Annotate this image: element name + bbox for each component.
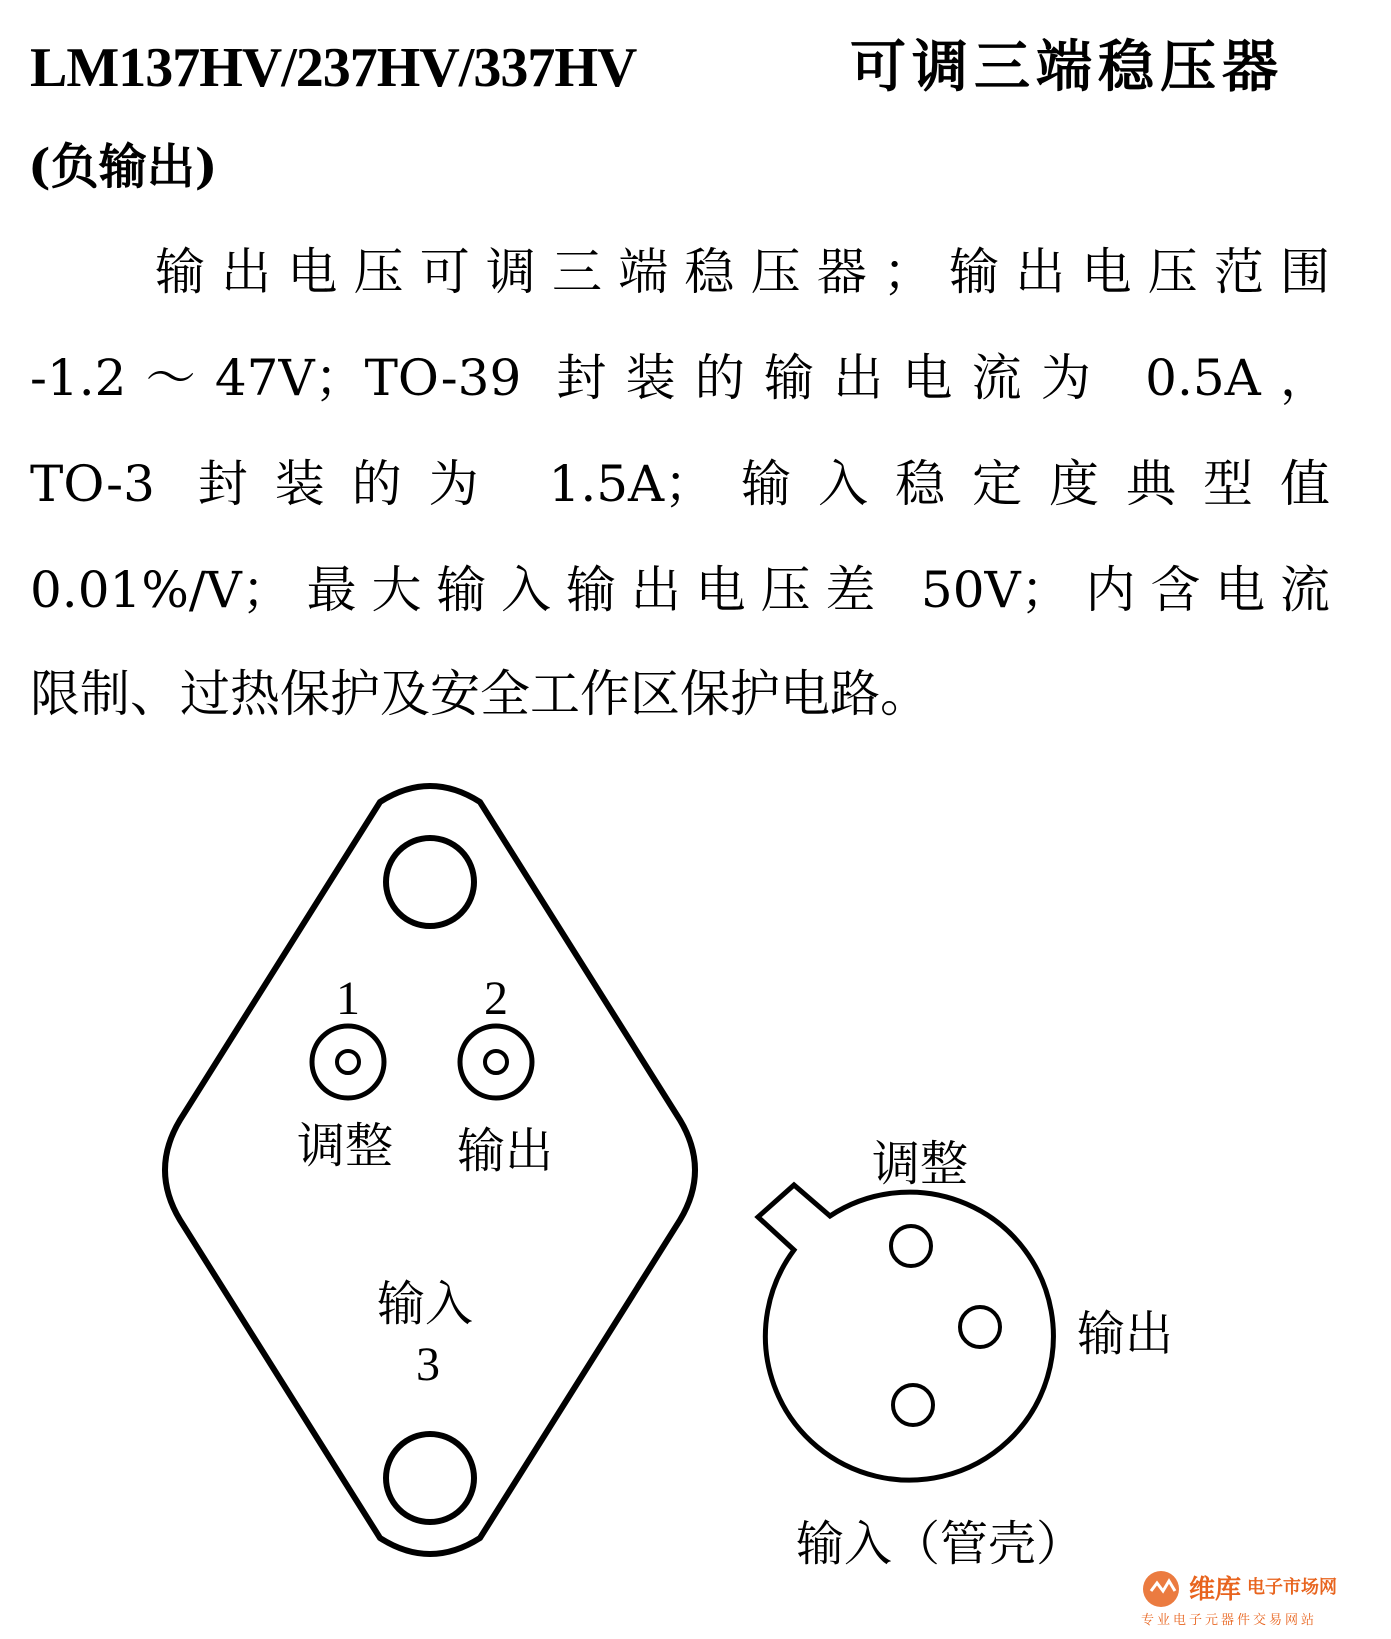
to3-package — [165, 786, 695, 1554]
to3-mount-hole-top — [386, 838, 474, 926]
watermark-sub: 电子市场网 — [1247, 1577, 1337, 1598]
to3-pin1-inner — [337, 1051, 359, 1073]
to39-input-label: 输入（管壳） — [795, 1516, 1085, 1572]
watermark-brand: 维库 — [1189, 1575, 1242, 1605]
description-line-2: -1.2～47V；TO-39 封装的输出电流为 0.5A， — [30, 349, 1330, 407]
description-line-5: 限制、过热保护及安全工作区保护电路。 — [30, 665, 930, 723]
to39-input-pin — [893, 1385, 933, 1425]
to3-outline — [165, 786, 695, 1554]
to3-mount-hole-bottom — [386, 1434, 474, 1522]
to3-pin1-label: 调整 — [296, 1118, 394, 1174]
title-row — [30, 28, 1360, 108]
description-line-4: 0.01%/V；最大输入输出电压差 50V；内含电流 — [30, 561, 1330, 619]
to3-pin1-number: 1 — [336, 972, 360, 1025]
package-diagrams — [0, 760, 1391, 1639]
to3-pin2-number: 2 — [484, 972, 508, 1025]
site-watermark — [1137, 1569, 1377, 1633]
to39-adjust-label: 调整 — [871, 1136, 969, 1192]
to39-output-pin — [960, 1307, 1000, 1347]
subtitle: (负输出) — [28, 139, 218, 195]
to3-pin2-inner — [485, 1051, 507, 1073]
to3-pin2-label: 输出 — [456, 1123, 554, 1179]
watermark-logo-icon — [1141, 1569, 1185, 1609]
to39-outline — [758, 1185, 1053, 1480]
to3-pin1-outer — [312, 1026, 384, 1098]
to3-pin3-label: 输入 — [376, 1276, 474, 1332]
to3-pin3-number: 3 — [416, 1338, 440, 1391]
description-line-1: 输出电压可调三端稳压器；输出电压范围 — [155, 243, 1330, 301]
device-name: 可调三端稳压器 — [850, 37, 1284, 99]
to39-adjust-pin — [891, 1226, 931, 1266]
to39-output-label: 输出 — [1076, 1306, 1174, 1362]
description-line-3: TO-3 封装的为 1.5A；输入稳定度典型值 — [30, 455, 1330, 513]
watermark-tagline: 专业电子元器件交易网站 — [1141, 1613, 1318, 1628]
to39-package — [758, 1136, 1173, 1572]
part-numbers: LM137HV/237HV/337HV — [30, 37, 637, 99]
to3-pin2-outer — [460, 1026, 532, 1098]
